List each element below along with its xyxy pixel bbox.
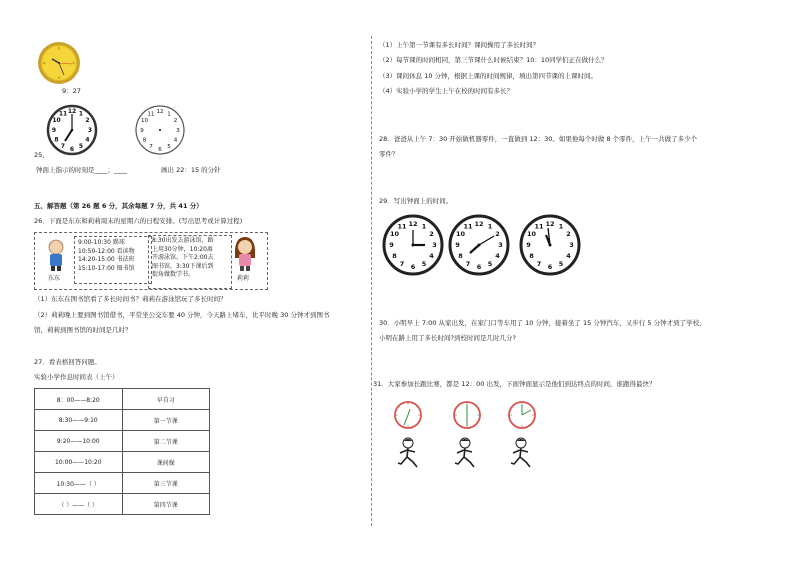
q31-title: 31．大家参加长跑比赛，都是 12：00 出发，下面钟面显示是他们到达终点的时间，谁跑得最快？ — [373, 380, 656, 388]
svg-text:7: 7 — [399, 260, 405, 268]
boy-avatar-icon — [44, 238, 68, 272]
q27-sub2: （2）每节课的时间相同，第三节课什么时候结束？10：10同学们正在做什么？ — [379, 56, 608, 64]
table-row — [35, 494, 210, 515]
svg-text:8: 8 — [142, 137, 147, 144]
q25-number: 25、 — [34, 151, 49, 159]
table-cell: 9:20——10:00 — [35, 431, 123, 452]
table-row — [35, 452, 210, 473]
svg-text:10: 10 — [389, 230, 400, 238]
svg-text:11: 11 — [397, 222, 407, 231]
svg-text:9: 9 — [455, 241, 460, 249]
section5-title: 五、解答题（第 26 题 6 分，其余每题 7 分，共 41 分） — [34, 202, 203, 210]
table-row — [35, 410, 210, 431]
q30-line1: 30．小明早上 7:00 从家出发，在家门口等车用了 10 分钟，接着坐了 15 分钟汽车，又步行 5 分钟才到了学校， — [379, 319, 706, 327]
table-cell: 10:30——（ ） — [35, 473, 123, 494]
svg-text:4: 4 — [566, 252, 571, 260]
svg-text:6: 6 — [547, 263, 553, 271]
dongdong-schedule-line: 9:00-10:30 踢球 — [78, 239, 125, 246]
q29-title: 29．写出钟面上的时间。 — [379, 197, 453, 205]
girl-avatar-icon — [232, 236, 258, 272]
svg-text:4: 4 — [85, 136, 90, 144]
q27-title: 27．看表格回答问题。 — [34, 358, 101, 366]
svg-text:3: 3 — [87, 127, 93, 134]
q28-line1: 28．爸爸从上午 7：30 开始做机器零件，一直做到 12：30。如果他每个时做 8 个零件，上午一共做了多少个 — [379, 135, 698, 143]
svg-text:6: 6 — [410, 263, 416, 271]
svg-text:7: 7 — [536, 260, 542, 268]
svg-text:1: 1 — [167, 111, 171, 118]
page-divider — [371, 36, 372, 526]
svg-text:12: 12 — [474, 220, 484, 228]
svg-text:3: 3 — [176, 128, 180, 134]
svg-text:1: 1 — [78, 110, 84, 118]
svg-text:10: 10 — [455, 230, 466, 238]
table-cell: 8：00——8:20 — [35, 389, 123, 410]
svg-text:8: 8 — [458, 252, 463, 260]
table-row — [35, 431, 210, 452]
table-cell: 10:00——10:20 — [35, 452, 123, 473]
q26-sub2-line1: （2）莉莉晚上要到图书馆借书，平常坐公交车要 40 分钟，今天路上堵车，比平时晚 30 分钟才到图书 — [34, 311, 330, 319]
svg-text:9: 9 — [140, 128, 144, 134]
q27-sub4: （4）实验小学的学生上午在校的时间有多长？ — [379, 87, 514, 95]
q27-table-title: 实验小学作息时间表（上午） — [34, 373, 119, 381]
dongdong-schedule-line: 14:20-15:00 书法班 — [78, 256, 135, 264]
svg-text:2: 2 — [85, 117, 90, 124]
svg-text:12: 12 — [67, 108, 77, 115]
clock-time-label: 9：27 — [62, 87, 81, 95]
svg-text:11: 11 — [534, 222, 544, 231]
svg-text:8: 8 — [529, 252, 534, 260]
table-cell: 第四节课 — [122, 494, 210, 515]
dongdong-schedule — [74, 236, 152, 284]
table-cell: （ ）——（ ） — [35, 494, 123, 515]
svg-text:5: 5 — [558, 260, 564, 268]
q26-sub1: （1）东东在图书馆看了多长时间书？莉莉在游泳馆玩了多长时间？ — [34, 295, 227, 303]
lili-schedule-line: 图书馆，3:30下课后到 — [152, 262, 214, 270]
q25-clock-right-blank-icon — [131, 104, 189, 156]
svg-text:7: 7 — [60, 143, 66, 150]
table-row — [35, 389, 210, 410]
q26-sub2-line2: 馆，莉莉到图书馆的时间是几时？ — [34, 326, 132, 334]
svg-text:6: 6 — [69, 146, 75, 153]
runner-clock-2-icon — [452, 399, 482, 431]
svg-text:6: 6 — [158, 147, 162, 153]
runner-clock-3-icon — [507, 399, 537, 431]
svg-text:7: 7 — [149, 144, 153, 150]
svg-text:8: 8 — [54, 136, 59, 144]
svg-text:4: 4 — [495, 252, 500, 260]
dongdong-schedule-line: 10:50-12:00 看读物 — [78, 247, 135, 255]
lili-schedule — [148, 235, 232, 289]
q25-question-1: 钟面上指示的时刻是____；____ — [36, 166, 127, 174]
svg-text:10: 10 — [526, 230, 537, 238]
lili-name: 莉莉 — [237, 275, 250, 282]
q27-sub1: （1）上午第一节课有多长时间？课间操用了多长时间？ — [379, 41, 540, 49]
dongdong-schedule-line: 15:10-17:00 图书馆 — [78, 265, 135, 273]
table-row — [35, 473, 210, 494]
lili-schedule-line: 上用30分钟，10:20离 — [152, 245, 213, 253]
table-cell: 8:30——9:10 — [35, 410, 123, 431]
svg-text:12: 12 — [545, 220, 555, 228]
runner-1-icon — [395, 437, 421, 469]
svg-text:12: 12 — [408, 220, 418, 228]
svg-text:9: 9 — [389, 241, 394, 249]
svg-text:11: 11 — [58, 110, 68, 118]
svg-text:1: 1 — [421, 222, 427, 231]
table-cell: 早自习 — [122, 389, 210, 410]
svg-text:4: 4 — [429, 252, 434, 260]
q25-clock-left-icon — [43, 104, 101, 156]
table-cell: 第三节课 — [122, 473, 210, 494]
yellow-clock-icon — [34, 41, 86, 85]
svg-text:1: 1 — [487, 222, 493, 231]
q27-sub3: （3）课间休息 10 分钟，根据上课的时间规律，填出第四节课的上课时间。 — [379, 72, 598, 80]
runner-clock-1-icon — [393, 399, 423, 431]
lili-schedule-line: 开游泳馆。下午2:00去 — [152, 254, 214, 262]
table-cell: 第二节课 — [122, 431, 210, 452]
schedule-table — [34, 388, 210, 515]
svg-text:2: 2 — [495, 230, 500, 238]
svg-text:5: 5 — [421, 260, 427, 268]
svg-text:9: 9 — [51, 127, 57, 134]
svg-text:5: 5 — [487, 260, 493, 268]
q29-clock-3-icon — [518, 214, 582, 276]
svg-text:7: 7 — [465, 260, 471, 268]
q28-line2: 零件？ — [379, 150, 399, 158]
svg-text:11: 11 — [463, 222, 473, 231]
runner-3-icon — [508, 437, 534, 469]
svg-text:4: 4 — [173, 137, 178, 144]
q29-clock-1-icon — [381, 214, 445, 276]
lili-schedule-line: 8:30出发去游泳馆，路 — [152, 237, 214, 244]
svg-text:5: 5 — [167, 144, 171, 150]
svg-text:3: 3 — [569, 241, 574, 249]
svg-text:1: 1 — [558, 222, 564, 231]
svg-text:6: 6 — [476, 263, 482, 271]
svg-text:3: 3 — [432, 241, 437, 249]
q30-line2: 小明在路上用了多长时间?到校时间是几时几分? — [379, 334, 516, 342]
svg-text:2: 2 — [429, 230, 434, 238]
svg-text:5: 5 — [78, 143, 84, 150]
table-cell: 课间操 — [122, 452, 210, 473]
svg-text:12: 12 — [156, 109, 164, 115]
dongdong-name: 东东 — [48, 275, 61, 282]
svg-text:10: 10 — [141, 118, 148, 124]
svg-text:3: 3 — [498, 241, 503, 249]
svg-text:11: 11 — [147, 111, 155, 118]
lili-schedule-line: 街角做数学书。 — [152, 271, 195, 279]
svg-text:9: 9 — [526, 241, 531, 249]
svg-text:2: 2 — [566, 230, 571, 238]
q26-title: 26．下面是东东和莉莉周末的星期六的日程安排。(写出思考或计算过程) — [34, 217, 243, 225]
runner-2-icon — [452, 437, 478, 469]
svg-text:10: 10 — [52, 117, 61, 124]
svg-text:2: 2 — [173, 118, 178, 124]
q29-clock-2-icon — [447, 214, 511, 276]
q25-question-2: 画出 22：15 的分针 — [161, 166, 221, 174]
table-cell: 第一节课 — [122, 410, 210, 431]
svg-text:8: 8 — [392, 252, 397, 260]
